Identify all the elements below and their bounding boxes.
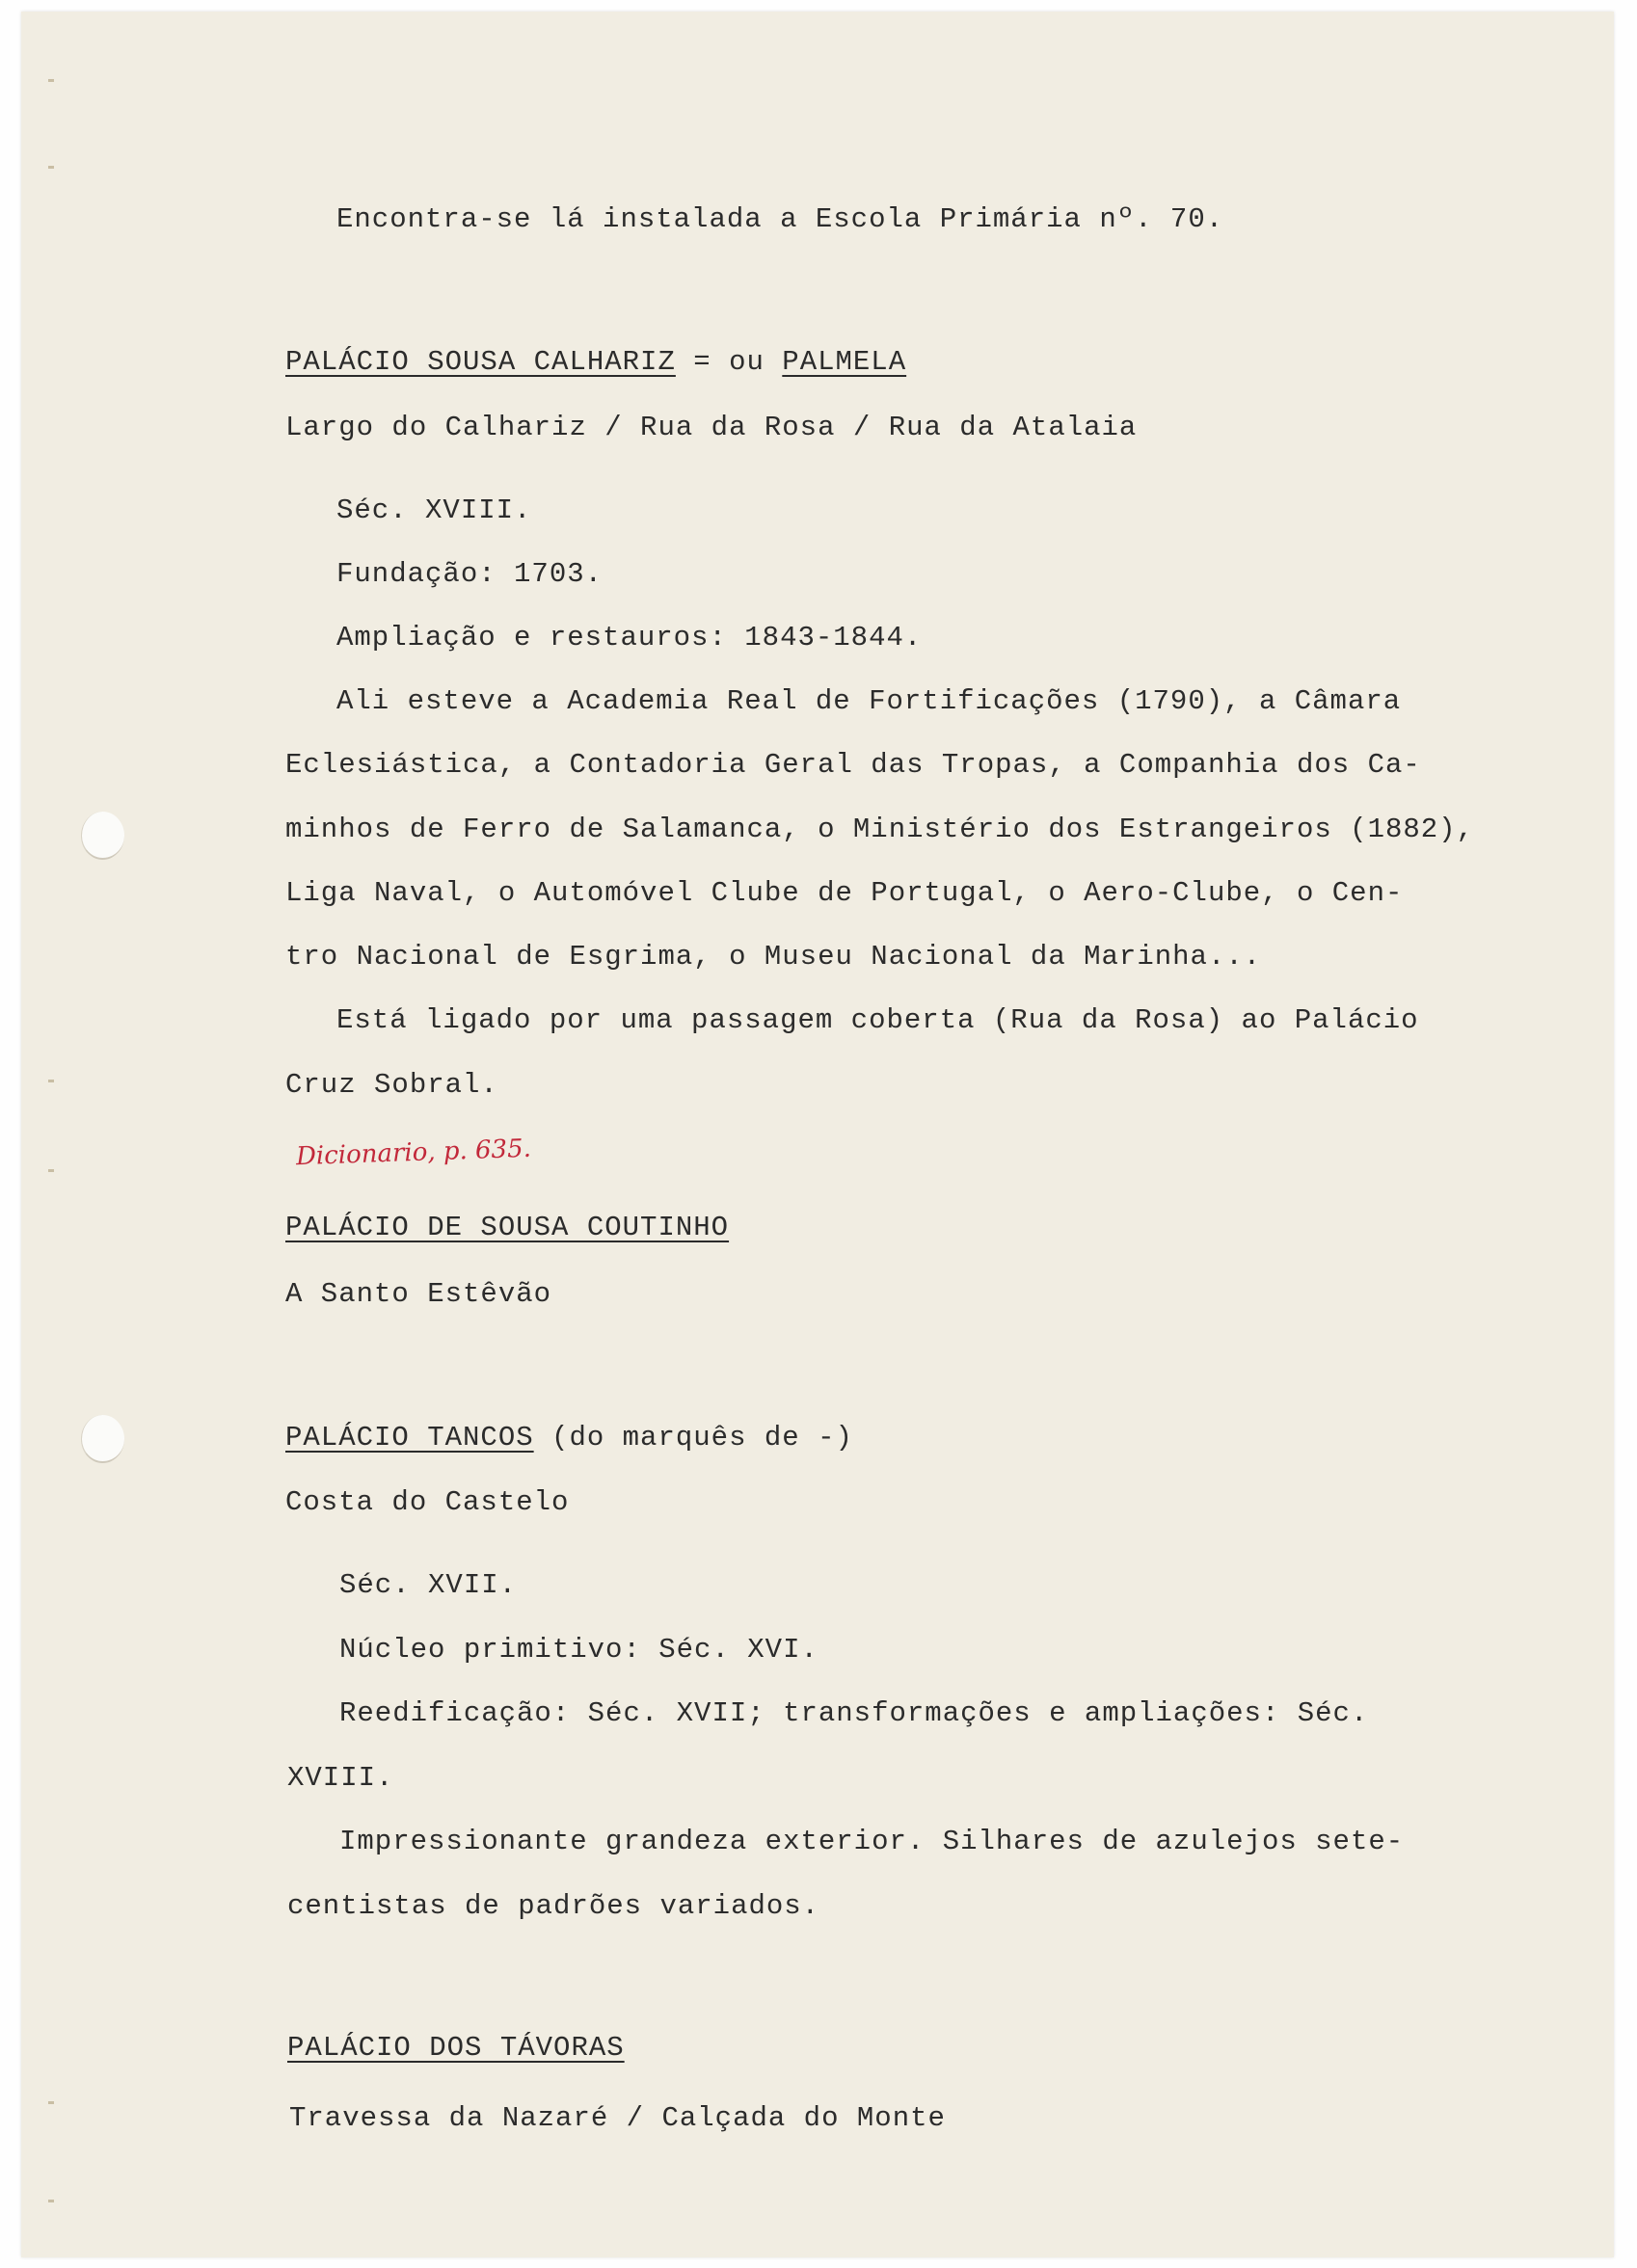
heading-part: = ou bbox=[675, 346, 783, 378]
text-line: tro Nacional de Esgrima, o Museu Nacional da Marinha... bbox=[285, 941, 1262, 973]
heading-part: PALMELA bbox=[782, 346, 907, 378]
heading-palacio-tancos bbox=[285, 1424, 853, 1452]
text-line: Ampliação e restauros: 1843-1844. bbox=[336, 622, 923, 654]
text-line: Costa do Castelo bbox=[285, 1486, 570, 1518]
punch-hole-lower bbox=[81, 1415, 124, 1463]
edge-mark bbox=[48, 79, 54, 82]
text-line: Está ligado por uma passagem coberta (Rua da Rosa) ao Palácio bbox=[336, 1004, 1419, 1036]
edge-mark bbox=[48, 1169, 54, 1172]
heading-part: PALÁCIO SOUSA CALHARIZ bbox=[285, 346, 676, 378]
heading-palacio-dos-tavoras: PALÁCIO DOS TÁVORAS bbox=[287, 2032, 625, 2064]
edge-mark bbox=[48, 166, 54, 169]
text-line: Cruz Sobral. bbox=[285, 1069, 498, 1101]
heading-palacio-sousa-coutinho: PALÁCIO DE SOUSA COUTINHO bbox=[285, 1212, 730, 1243]
punch-hole-upper bbox=[81, 812, 124, 860]
handwritten-annotation: Dicionario, p. 635. bbox=[295, 1134, 532, 1172]
heading-palacio-sousa-calhariz bbox=[285, 348, 906, 376]
text-line: minhos de Ferro de Salamanca, o Ministério dos Estrangeiros (1882), bbox=[285, 814, 1474, 845]
text-line: Impressionante grandeza exterior. Silhares de azulejos sete- bbox=[339, 1826, 1405, 1857]
text-line: Largo do Calhariz / Rua da Rosa / Rua da Atalaia bbox=[285, 412, 1138, 443]
edge-mark bbox=[48, 1080, 54, 1082]
text-line: XVIII. bbox=[287, 1762, 394, 1794]
text-line: Reedificação: Séc. XVII; transformações e ampliações: Séc. bbox=[339, 1697, 1369, 1729]
edge-mark bbox=[48, 2200, 54, 2202]
text-line: Eclesiástica, a Contadoria Geral das Tropas, a Companhia dos Ca- bbox=[285, 749, 1421, 781]
edge-mark bbox=[48, 2101, 54, 2104]
text-line: Núcleo primitivo: Séc. XVI. bbox=[339, 1634, 818, 1666]
text-line: Ali esteve a Academia Real de Fortificações (1790), a Câmara bbox=[336, 685, 1402, 717]
text-line: Liga Naval, o Automóvel Clube de Portugal, o Aero-Clube, o Cen- bbox=[285, 877, 1404, 909]
text-line: centistas de padrões variados. bbox=[287, 1890, 820, 1922]
heading-part: (do marquês de -) bbox=[533, 1422, 853, 1454]
text-line: Encontra-se lá instalada a Escola Primária nº. 70. bbox=[336, 203, 1224, 235]
text-line: Fundação: 1703. bbox=[336, 558, 604, 590]
text-line: A Santo Estêvão bbox=[285, 1278, 552, 1310]
heading-part: PALÁCIO TANCOS bbox=[285, 1422, 534, 1454]
text-line: Séc. XVIII. bbox=[336, 494, 532, 526]
text-line: Travessa da Nazaré / Calçada do Monte bbox=[289, 2102, 946, 2134]
text-line: Séc. XVII. bbox=[339, 1569, 518, 1601]
